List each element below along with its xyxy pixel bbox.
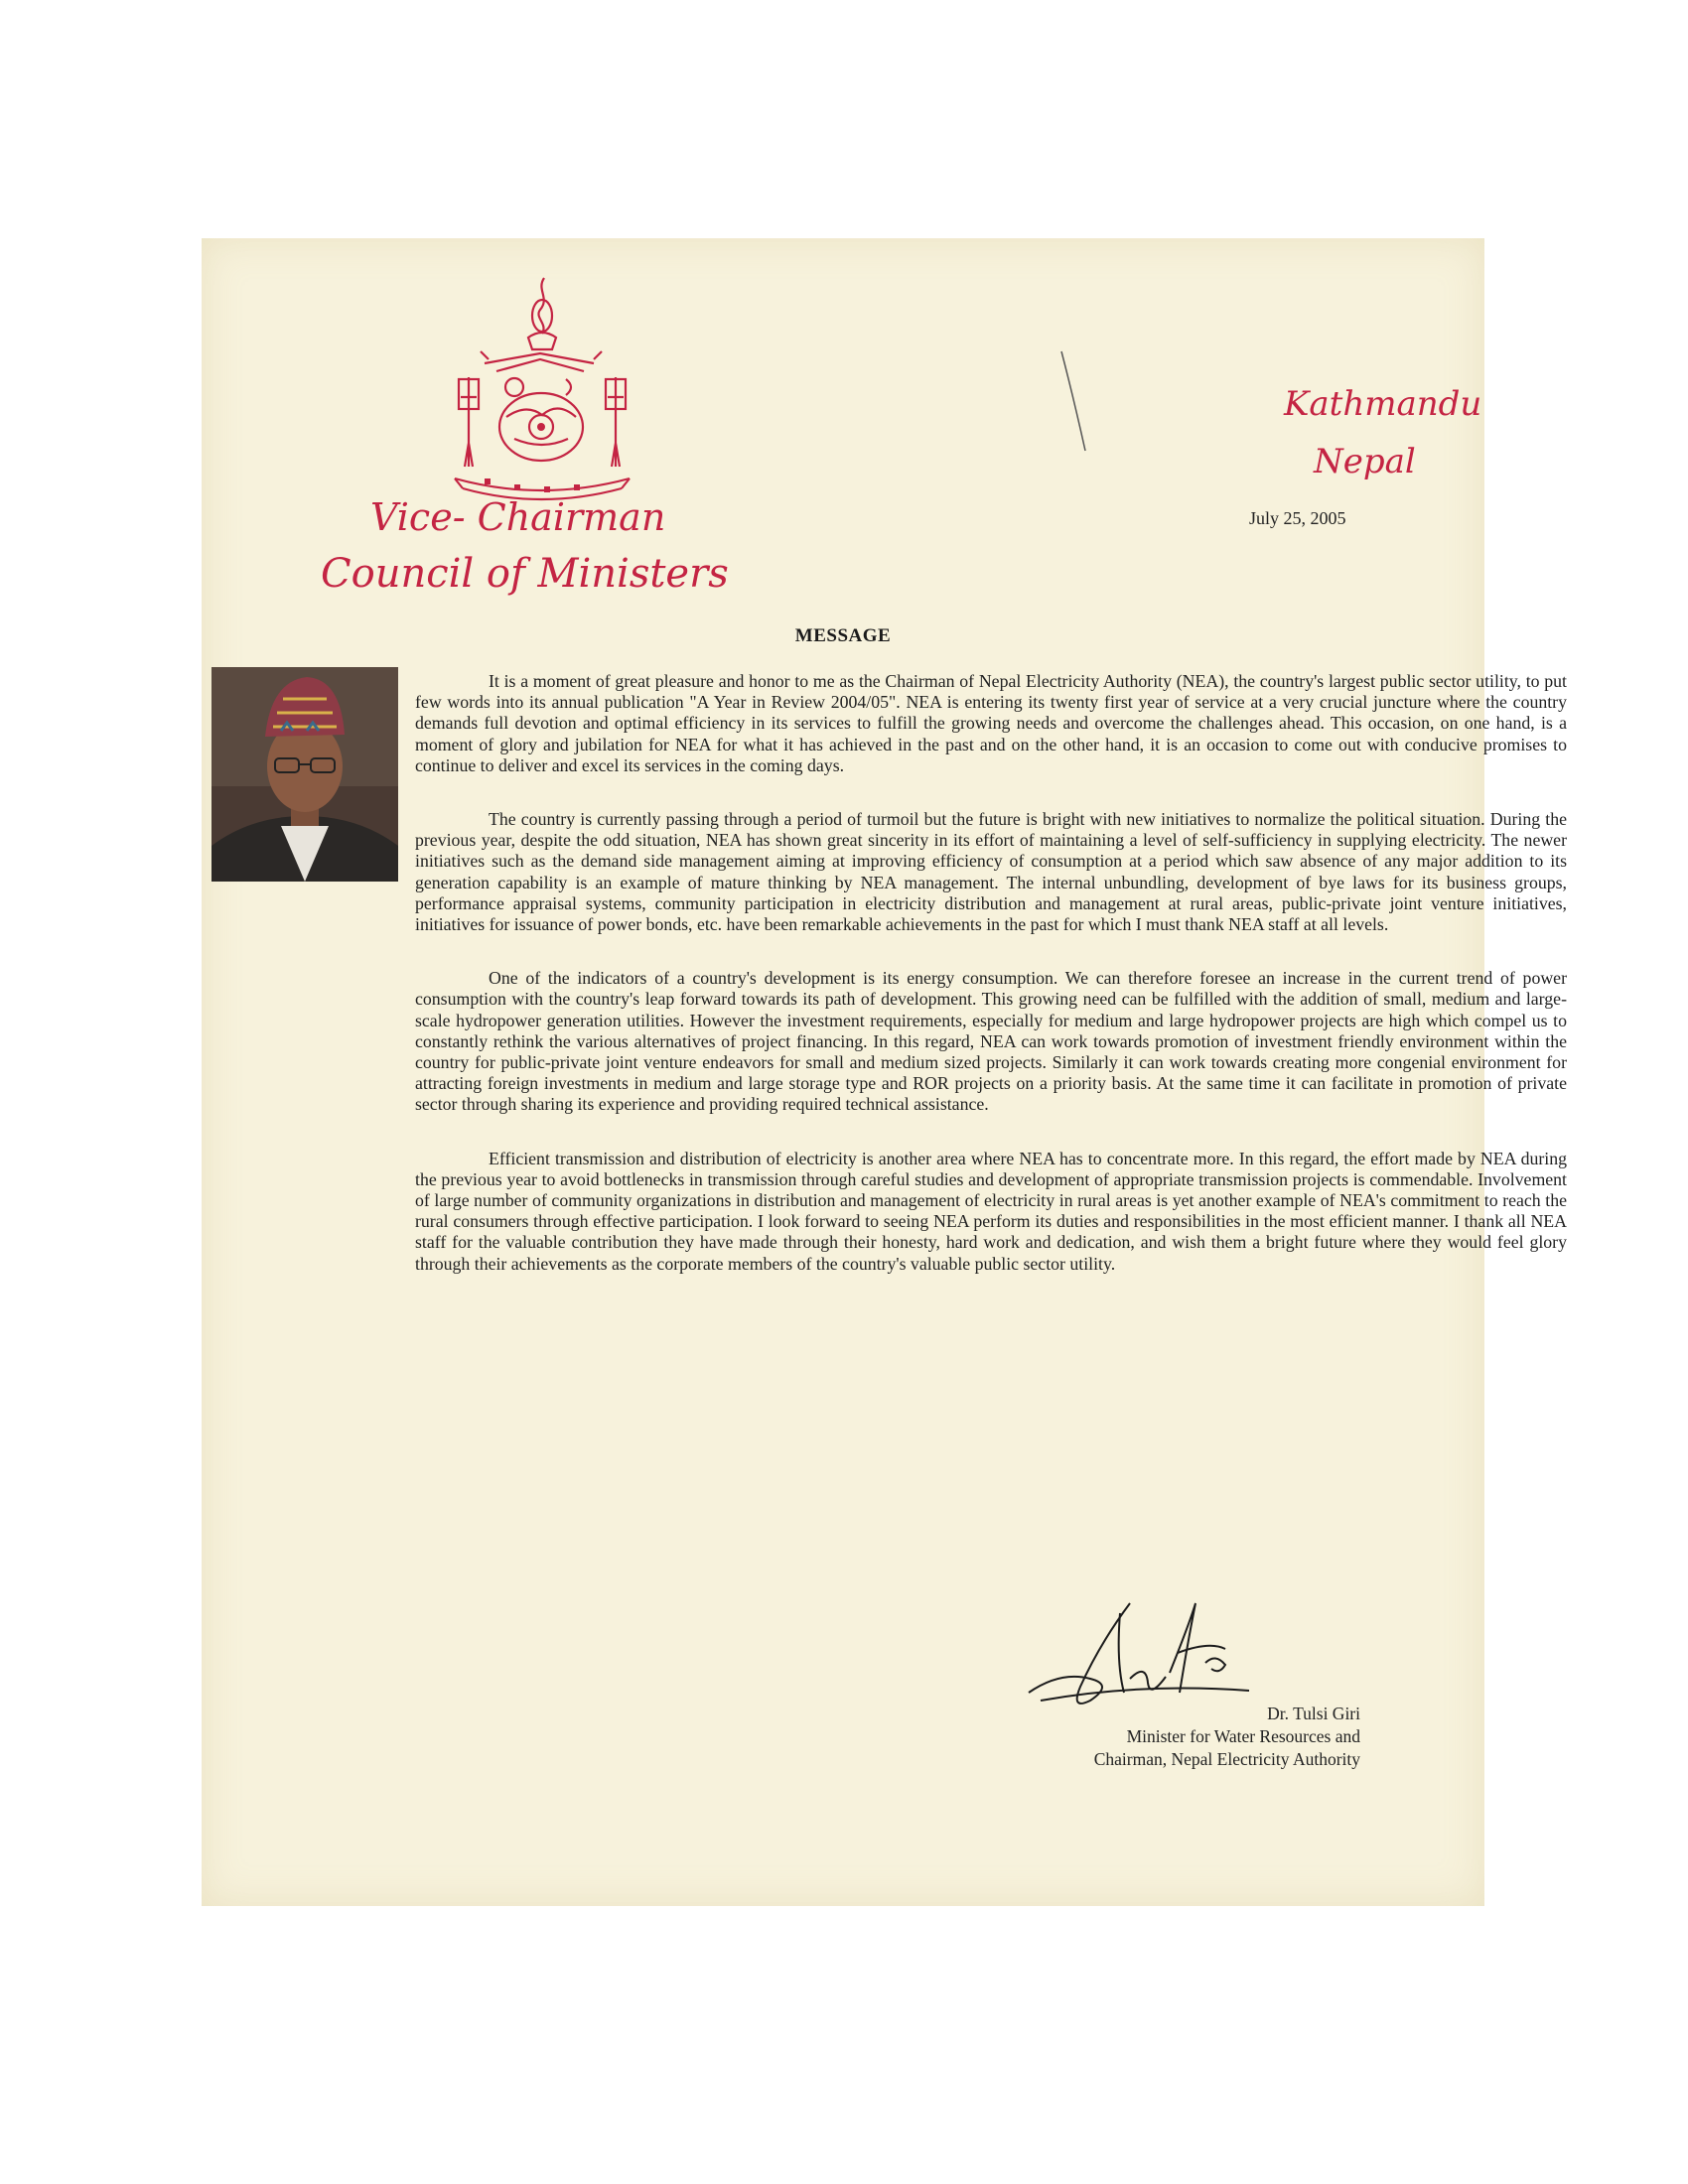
letterhead-location-city: Kathmandu [1284,384,1482,424]
signatory-block [1094,1703,1360,1771]
letterhead-title-line1: Vice- Chairman [370,495,666,539]
letter-date: July 25, 2005 [1249,508,1346,528]
paragraph: One of the indicators of a country's development is its energy consumption. We can therefore foresee an increase in the current trend of power consumption with the country's leap forward towards its path of development. This growing need can be fulfilled with the addition of small, medium and large-scale hydropower generation utilities. However the investment requirements, especially for medium and large hydropower projects are high which compel us to constantly rethink the various alternatives of project financing. In this regard, NEA can work towards promotion of investment friendly environment within the country for public-private joint venture endeavors for small and medium sized projects. Similarly it can work towards creating more congenial environment for attracting foreign investments in medium and large storage type and ROR projects on a priority basis. At the same time it can facilitate in promotion of private sector through sharing its experience and providing required technical assistance. [415,968,1567,1115]
letter-page [202,238,1567,1906]
signatory-title-line1: Minister for Water Resources and [1126,1726,1360,1746]
paragraph: The country is currently passing through a period of turmoil but the future is bright with new initiatives to normalize the political situation. During the previous year, despite the odd situation, NEA has shown great sincerity in its effort of maintaining a level of self-sufficiency in supplying electricity. The newer initiatives such as the demand side management aiming at improving efficiency of consumption at a period which saw absence of any major addition to its generation capability is an example of mature thinking by NEA management. The internal unbundling, development of bye laws for its business groups, performance appraisal systems, community participation in electricity distribution and management at rural areas, public-private joint venture initiatives, initiatives for issuance of power bonds, etc. have been remarkable achievements in the past for which I must thank NEA staff at all levels. [415,809,1567,935]
paragraph: It is a moment of great pleasure and honor to me as the Chairman of Nepal Electricity Authority (NEA), the country's largest public sector utility, to put few words into its annual publication "A Year in Review 2004/05". NEA is entering its twenty first year of service at a very crucial juncture where the country demands full devotion and optimal efficiency in its services to fulfill the growing needs and overcome the challenges ahead. This occasion, on one hand, is a moment of glory and jubilation for NEA for what it has achieved in the past and on the other hand, it is an occasion to come out with conducive promises to continue to deliver and excel its services in the coming days. [415,671,1567,775]
letterhead-title-line2: Council of Ministers [321,551,729,597]
paragraph: Efficient transmission and distribution of electricity is another area where NEA has to concentrate more. In this regard, the effort made by NEA during the previous year to avoid bottlenecks in transmission through careful studies and development of appropriate transmission projects is commendable. Involvement of large number of community organizations in distribution and management of electricity in rural areas is yet another example of NEA's commitment to reach the rural consumers through effective participation. I look forward to seeing NEA perform its duties and responsibilities in the most efficient manner. I thank all NEA staff for the valuable contribution they have made through their honesty, hard work and dedication, and wish them a bright future where they would feel glory through their achievements as the corporate members of the country's valuable public sector utility. [415,1148,1567,1274]
portrait-photo [211,667,398,882]
nepal-coat-of-arms-icon [445,268,638,511]
handwritten-signature [1021,1583,1259,1712]
message-body [415,671,1567,1307]
signatory-name: Dr. Tulsi Giri [1267,1704,1360,1723]
letterhead-location-country: Nepal [1314,442,1416,481]
signatory-title-line2: Chairman, Nepal Electricity Authority [1093,1749,1360,1769]
message-heading: MESSAGE [794,625,892,646]
pen-mark-decoration [1055,347,1095,457]
